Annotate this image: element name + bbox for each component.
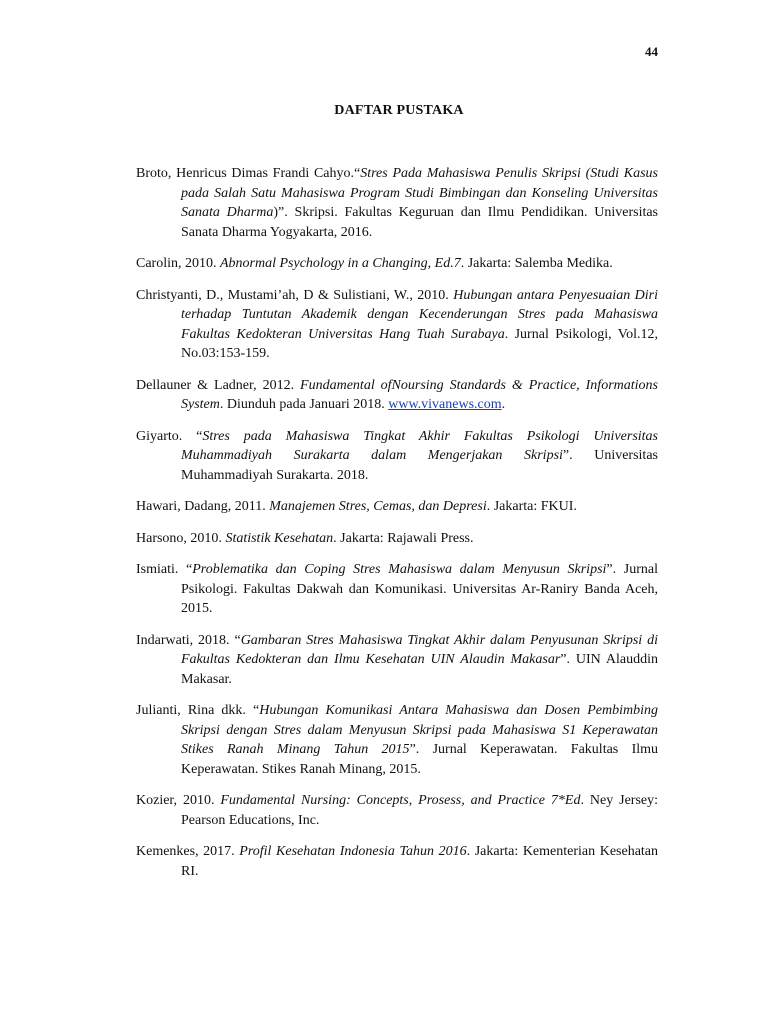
reference-source: . Jakarta: Salemba Medika.	[460, 256, 613, 271]
reference-author: Christyanti, D., Mustami’ah, D & Sulistiani, W., 2010.	[136, 287, 454, 303]
reference-title: Hubungan antara Penyesuaian Diri terhadap Tuntutan Akademik dengan Kecenderungan Stres pada Mahasiswa Fakultas Kedokteran Universitas Hang Tuah Surabaya	[181, 287, 658, 342]
reference-author: Indarwati, 2018. “	[136, 632, 241, 648]
reference-item	[136, 701, 658, 779]
page-number: 44	[645, 44, 658, 59]
reference-title: Fundamental Nursing: Concepts, Prosess, and Practice 7*Ed	[220, 793, 581, 808]
reference-source: ”. Jurnal Keperawatan. Fakultas Ilmu Keperawatan. Stikes Ranah Minang, 2015.	[181, 742, 659, 777]
reference-item	[136, 631, 658, 690]
reference-list	[136, 164, 658, 893]
reference-item	[136, 254, 658, 274]
reference-source: . Jakarta: Kementerian Kesehatan RI.	[181, 844, 659, 879]
reference-title: Statistik Kesehatan	[225, 530, 334, 546]
reference-item	[136, 791, 658, 830]
reference-source: ”. Universitas Muhammadiyah Surakarta. 2018.	[181, 448, 658, 483]
reference-title: Abnormal Psychology in a Changing, Ed.7	[220, 256, 461, 271]
reference-item	[136, 427, 658, 486]
page-title: DAFTAR PUSTAKA	[334, 103, 464, 118]
reference-source: ”. UIN Alauddin Makasar.	[181, 652, 658, 687]
reference-source: . Diunduh pada Januari 2018.	[219, 397, 389, 412]
reference-title: Profil Kesehatan Indonesia Tahun 2016	[239, 844, 467, 859]
reference-author: Julianti, Rina dkk. “	[136, 703, 260, 718]
reference-item	[136, 286, 658, 364]
reference-suffix: .	[501, 397, 506, 412]
reference-author: Dellauner & Ladner, 2012.	[136, 377, 301, 393]
reference-author: Giyarto. “	[136, 428, 203, 444]
reference-title: Problematika dan Coping Stres Mahasiswa dalam Menyusun Skripsi	[192, 562, 607, 577]
reference-source: . Jurnal Psikologi, Vol.12, No.03:153-159.	[181, 326, 658, 361]
reference-title: Fundamental ofNoursing Standards & Practice, Informations System	[181, 377, 658, 412]
reference-author: Kozier, 2010.	[136, 793, 221, 808]
reference-source: . Jakarta: Rajawali Press.	[333, 530, 474, 546]
reference-item	[136, 164, 658, 242]
reference-source: . Jakarta: FKUI.	[486, 499, 577, 514]
reference-author: Hawari, Dadang, 2011.	[136, 499, 270, 514]
reference-source: . Ney Jersey: Pearson Educations, Inc.	[181, 793, 659, 828]
reference-title: Stres Pada Mahasiswa Penulis Skripsi (Studi Kasus pada Salah Satu Mahasiswa Program Studi Bimbingan dan Konseling Universitas Sanata Dharma	[181, 166, 658, 220]
reference-author: Carolin, 2010.	[136, 256, 220, 271]
reference-item	[136, 529, 658, 549]
reference-source: )”. Skripsi. Fakultas Keguruan dan Ilmu Pendidikan. Universitas Sanata Dharma Yogyakarta, 2016.	[181, 205, 659, 240]
reference-author: Harsono, 2010.	[136, 530, 226, 546]
reference-title: Manajemen Stres, Cemas, dan Depresi	[269, 499, 487, 514]
reference-link[interactable]: www.vivanews.com	[388, 397, 502, 412]
reference-item	[136, 376, 658, 415]
reference-item	[136, 560, 658, 619]
reference-title: Hubungan Komunikasi Antara Mahasiswa dan Dosen Pembimbing Skripsi dengan Stres dalam Menyusun Skripsi pada Mahasiswa S1 Keperawatan Stikes Ranah Minang Tahun 2015	[181, 703, 658, 757]
reference-title: Stres pada Mahasiswa Tingkat Akhir Fakultas Psikologi Universitas Muhammadiyah Surakarta dalam Mengerjakan Skripsi	[181, 428, 658, 463]
reference-item	[136, 842, 658, 881]
reference-author: Ismiati. “	[136, 562, 193, 577]
reference-title: Gambaran Stres Mahasiswa Tingkat Akhir dalam Penyusunan Skripsi di Fakultas Kedokteran dan Ilmu Kesehatan UIN Alaudin Makasar	[181, 632, 658, 667]
reference-author: Broto, Henricus Dimas Frandi Cahyo.“	[136, 166, 361, 181]
reference-item	[136, 497, 658, 517]
reference-source: ”. Jurnal Psikologi. Fakultas Dakwah dan Komunikasi. Universitas Ar-Raniry Banda Aceh, 2015.	[181, 562, 658, 616]
reference-author: Kemenkes, 2017.	[136, 844, 240, 859]
